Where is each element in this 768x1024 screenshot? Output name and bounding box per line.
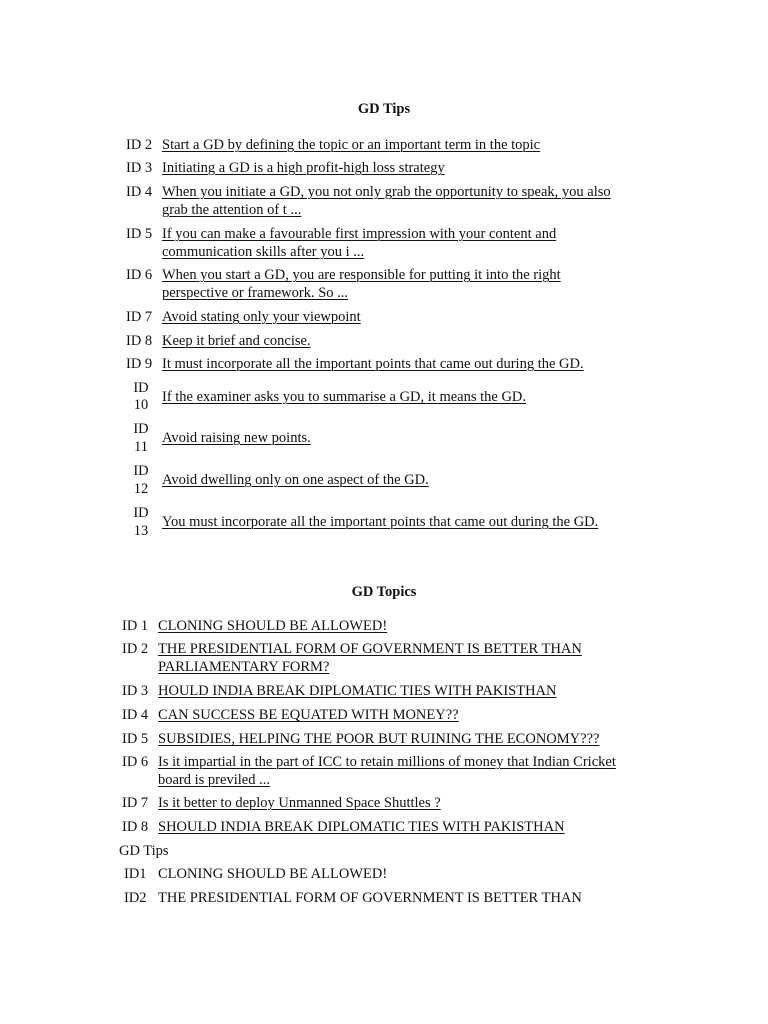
tip-link[interactable]: If you can make a favourable first impression with your content and communication skills after you i ... — [162, 226, 557, 260]
tip-id: ID 5 — [126, 226, 153, 242]
tip-id: ID — [133, 421, 149, 437]
tip-id: ID 8 — [126, 333, 153, 349]
tip-id-number: 11 — [134, 439, 148, 455]
topic-link[interactable]: CAN SUCCESS BE EQUATED WITH MONEY?? — [158, 707, 459, 723]
footer-label: GD Tips — [119, 843, 169, 859]
tip-id-number: 12 — [133, 481, 149, 497]
topic-link[interactable]: Is it impartial in the part of ICC to retain millions of money that Indian Cricket board is previled ... — [158, 754, 616, 788]
topic-id: ID 3 — [122, 683, 149, 699]
tip-id-number: 10 — [133, 397, 149, 413]
tip-id: ID 3 — [126, 160, 153, 176]
footer-text: THE PRESIDENTIAL FORM OF GOVERNMENT IS BETTER THAN — [158, 890, 582, 906]
footer-id: ID2 — [124, 890, 147, 906]
tip-id: ID — [133, 380, 149, 396]
tip-link[interactable]: Start a GD by defining the topic or an important term in the topic — [162, 137, 541, 153]
tip-id: ID 9 — [126, 356, 153, 372]
topic-id: ID 6 — [122, 754, 149, 770]
topic-link[interactable]: CLONING SHOULD BE ALLOWED! — [158, 618, 388, 634]
tip-id: ID — [133, 463, 149, 479]
tip-id: ID — [133, 505, 149, 521]
tip-link[interactable]: Initiating a GD is a high profit-high loss strategy — [162, 160, 445, 176]
tip-link[interactable]: When you start a GD, you are responsible for putting it into the right perspective or framework. So ... — [162, 267, 561, 301]
tip-link[interactable]: Keep it brief and concise. — [162, 333, 311, 349]
footer-text: CLONING SHOULD BE ALLOWED! — [158, 866, 388, 882]
topic-id: ID 4 — [122, 707, 149, 723]
topic-link[interactable]: Is it better to deploy Unmanned Space Shuttles ? — [158, 795, 441, 811]
topic-id: ID 2 — [122, 641, 149, 657]
tip-id: ID 4 — [126, 184, 153, 200]
tip-id: ID 7 — [126, 309, 153, 325]
tip-id-number: 13 — [133, 523, 149, 539]
tip-link[interactable]: Avoid raising new points. — [162, 430, 311, 446]
tip-link[interactable]: If the examiner asks you to summarise a GD, it means the GD. — [162, 389, 527, 405]
tip-id: ID 6 — [126, 267, 153, 283]
topic-id: ID 1 — [122, 618, 149, 634]
tip-link[interactable]: It must incorporate all the important points that came out during the GD. — [162, 356, 584, 372]
topic-link[interactable]: HOULD INDIA BREAK DIPLOMATIC TIES WITH PAKISTHAN — [158, 683, 557, 699]
tip-link[interactable]: Avoid dwelling only on one aspect of the GD. — [162, 472, 429, 488]
tips-heading: GD Tips — [357, 101, 411, 117]
topic-id: ID 8 — [122, 819, 149, 835]
topic-id: ID 5 — [122, 731, 149, 747]
topic-id: ID 7 — [122, 795, 149, 811]
tip-link[interactable]: Avoid stating only your viewpoint — [162, 309, 361, 325]
footer-id: ID1 — [124, 866, 147, 882]
topic-link[interactable]: SUBSIDIES, HELPING THE POOR BUT RUINING THE ECONOMY??? — [158, 731, 600, 747]
tip-link[interactable]: When you initiate a GD, you not only grab the opportunity to speak, you also grab the attention of t ... — [162, 184, 611, 218]
tip-link[interactable]: You must incorporate all the important points that came out during the GD. — [162, 514, 599, 530]
topics-heading: GD Topics — [351, 584, 417, 600]
tip-id: ID 2 — [126, 137, 153, 153]
topic-link[interactable]: THE PRESIDENTIAL FORM OF GOVERNMENT IS BETTER THAN PARLIAMENTARY FORM? — [158, 641, 582, 675]
topic-link[interactable]: SHOULD INDIA BREAK DIPLOMATIC TIES WITH PAKISTHAN — [158, 819, 565, 835]
